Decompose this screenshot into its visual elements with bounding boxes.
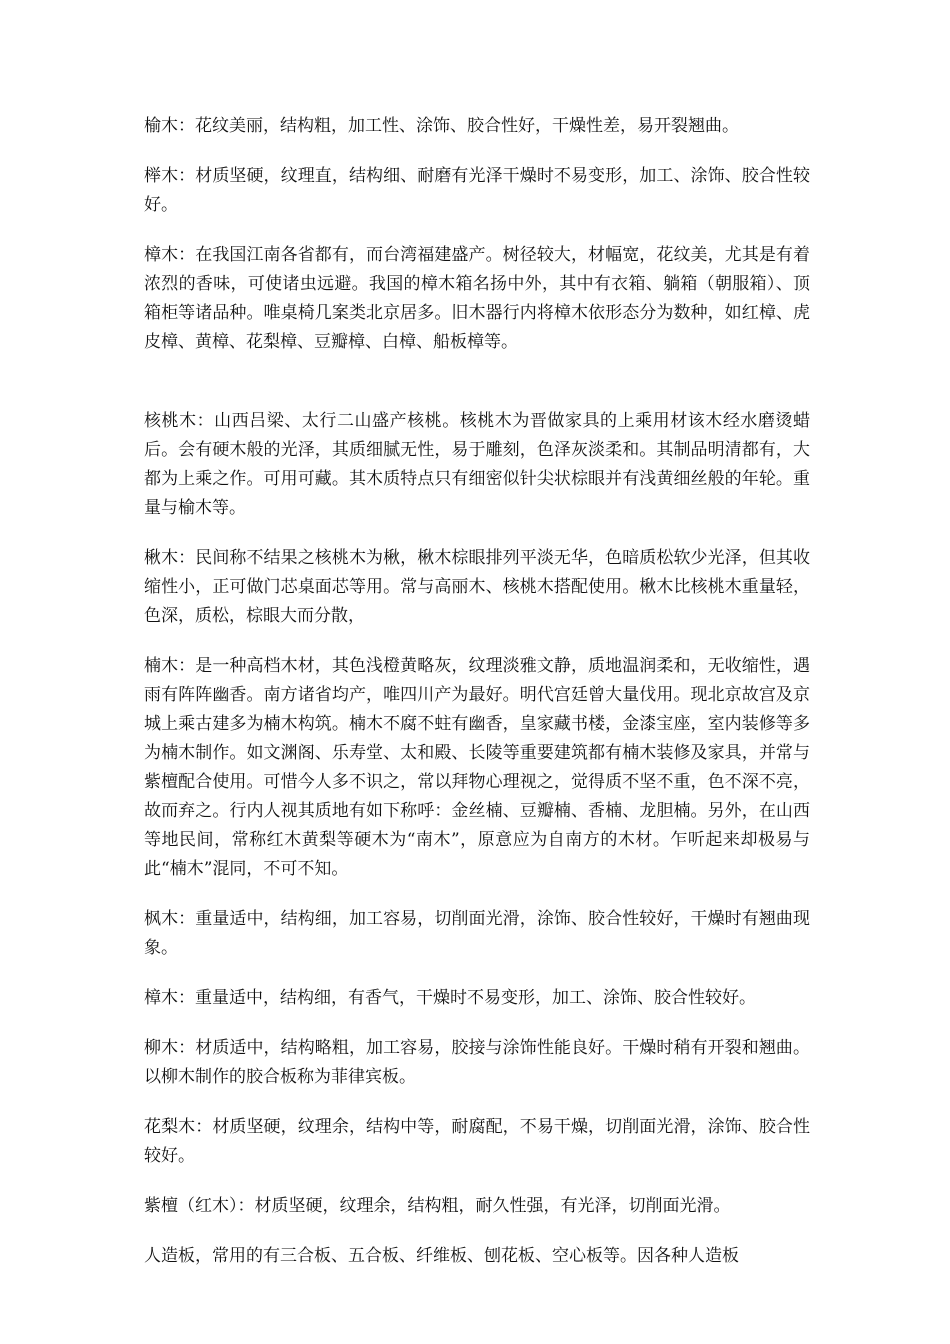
paragraph-catalpa-wood: 楸木：民间称不结果之核桃木为楸，楸木棕眼排列平淡无华，色暗质松软少光泽，但其收缩性小，正可做门芯桌面芯等用。常与高丽木、核桃木搭配使用。楸木比核桃木重量轻，色深，质松，棕眼大而分散，: [144, 548, 810, 626]
paragraph-man-made-board: 人造板，常用的有三合板、五合板、纤维板、刨花板、空心板等。因各种人造板: [144, 1246, 739, 1266]
paragraph-walnut-wood: 核桃木：山西吕梁、太行二山盛产核桃。核桃木为晋做家具的上乘用材该木经水磨烫蜡后。会有硬木般的光泽，其质细腻无性，易于雕刻，色泽灰淡柔和。其制品明清都有，大都为上乘之作。可用可藏。其木质特点只有细密似针尖状棕眼并有浅黄细丝般的年轮。重量与榆木等。: [144, 411, 810, 518]
paragraph-red-sandalwood: 紫檀（红木）：材质坚硬，纹理余，结构粗，耐久性强，有光泽，切削面光滑。: [144, 1196, 731, 1216]
paragraph-rosewood: 花梨木：材质坚硬，纹理余，结构中等，耐腐配，不易干燥，切削面光滑，涂饰、胶合性较好。: [144, 1117, 810, 1166]
document-body: [144, 112, 810, 1292]
paragraph-beech-wood: 榉木：材质坚硬，纹理直，结构细、耐磨有光泽干燥时不易变形，加工、涂饰、胶合性较好。: [144, 166, 810, 215]
paragraph-camphor-wood-2: 樟木：重量适中，结构细，有香气，干燥时不易变形，加工、涂饰、胶合性较好。: [144, 988, 756, 1008]
paragraph-camphor-wood: 樟木：在我国江南各省都有，而台湾福建盛产。树径较大，材幅宽，花纹美，尤其是有着浓烈的香味，可使诸虫远避。我国的樟木箱名扬中外，其中有衣箱、躺箱（朝服箱）、顶箱柜等诸品种。唯桌椅几案类北京居多。旧木器行内将樟木依形态分为数种，如红樟、虎皮樟、黄樟、花梨樟、豆瓣樟、白樟、船板樟等。: [144, 245, 810, 352]
paragraph-nanmu-wood: 楠木：是一种高档木材，其色浅橙黄略灰，纹理淡雅文静，质地温润柔和，无收缩性，遇雨有阵阵幽香。南方诸省均产，唯四川产为最好。明代宫廷曾大量伐用。现北京故宫及京城上乘古建多为楠木构筑。楠木不腐不蛀有幽香，皇家藏书楼，金漆宝座，室内装修等多为楠木制作。如文渊阁、乐寿堂、太和殿、长陵等重要建筑都有楠木装修及家具，并常与紫檀配合使用。可惜今人多不识之，常以拜物心理视之，觉得质不坚不重，色不深不亮，故而弃之。行内人视其质地有如下称呼：金丝楠、豆瓣楠、香楠、龙胆楠。另外，在山西等地民间，常称红木黄梨等硬木为“南木”，原意应为自南方的木材。乍听起来却极易与此“楠木”混同，不可不知。: [144, 656, 810, 879]
paragraph-maple-wood: 枫木：重量适中，结构细，加工容易，切削面光滑，涂饰、胶合性较好，干燥时有翘曲现象。: [144, 909, 810, 958]
paragraph-willow-wood: 柳木：材质适中，结构略粗，加工容易，胶接与涂饰性能良好。干燥时稍有开裂和翘曲。以柳木制作的胶合板称为菲律宾板。: [144, 1038, 810, 1087]
paragraph-elm-wood: 榆木：花纹美丽，结构粗，加工性、涂饰、胶合性好，干燥性差，易开裂翘曲。: [144, 116, 739, 136]
